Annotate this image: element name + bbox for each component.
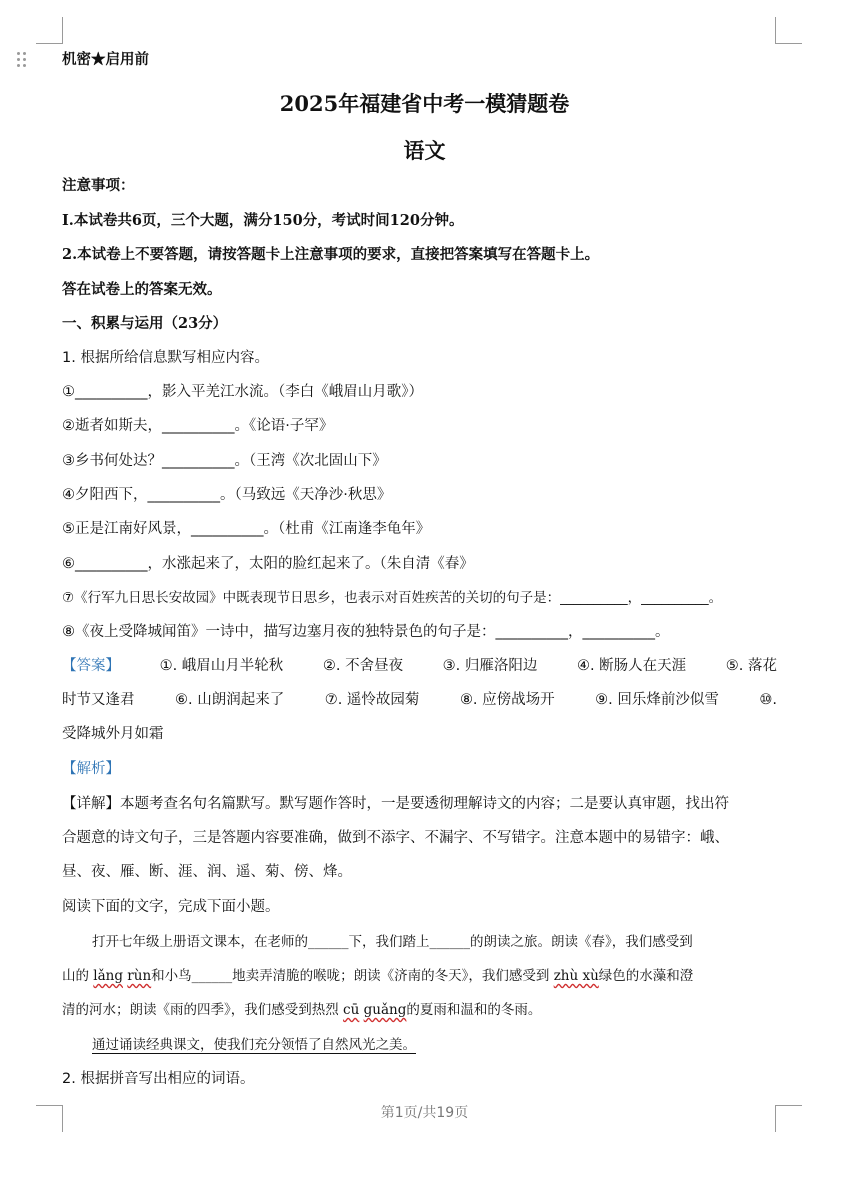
crop-mark-top-left	[36, 17, 63, 44]
pinyin: zhù xù	[553, 968, 599, 984]
pinyin: guǎng	[363, 1002, 407, 1018]
section-heading: 一、积累与运用（23分）	[62, 315, 228, 332]
passage-line: 打开七年级上册语文课本，在老师的______下，我们踏上______的朗读之旅。朗读《春》，我们感受到	[92, 934, 693, 950]
answer-line: 受降城外月如霜	[62, 726, 164, 742]
notice-heading: 注意事项：	[62, 177, 135, 194]
detail-text: 昼、夜、雁、断、涯、润、遥、菊、傍、烽。	[62, 864, 352, 880]
answer-item: ④. 断肠人在天涯	[576, 658, 687, 674]
question-1-item: ①__________，影入平羌江水流。（李白《峨眉山月歌》）	[62, 384, 423, 400]
detail-text: 【详解】本题考查名句名篇默写。默写题作答时，一是要透彻理解诗文的内容；二是要认真审题，找出符	[62, 796, 729, 812]
answer-item: ⑥. 山朗润起来了	[175, 692, 285, 708]
answer-item: ②. 不舍昼夜	[322, 658, 404, 674]
question-1-stem: 1. 根据所给信息默写相应内容。	[62, 350, 269, 366]
pinyin: cū	[343, 1002, 360, 1018]
exam-title: 2025年福建省中考一模猜题卷	[279, 91, 570, 116]
notice-item-2: 2.本试卷上不要答题，请按答题卡上注意事项的要求，直接把答案填写在答题卡上。	[62, 246, 600, 263]
answer-item: ⑧. 应傍战场开	[459, 692, 555, 708]
analysis-label: 【解析】	[62, 761, 120, 777]
question-1-item: ②逝者如斯夫，__________。《论语·子罕》	[62, 418, 334, 434]
question-1-item: ⑦《行军九日思长安故园》中既表现节日思乡，也表示对百姓疾苦的关切的句子是：__________，__________。	[62, 590, 723, 606]
pinyin: lǎng	[93, 968, 123, 984]
notice-item-2-cont: 答在试卷上的答案无效。	[62, 281, 222, 298]
answer-label: 【答案】	[62, 658, 120, 674]
answer-item: ⑩.	[759, 692, 777, 708]
question-2-stem: 2. 根据拼音写出相应的词语。	[62, 1071, 255, 1087]
answer-item: ⑨. 回乐烽前沙似雪	[595, 692, 719, 708]
answer-item: ①. 峨眉山月半轮秋	[159, 658, 284, 674]
passage-underlined-sentence: 通过诵读经典课文，使我们充分领悟了自然风光之美。	[92, 1037, 416, 1053]
detail-text: 合题意的诗文句子，三是答题内容要准确，做到不添字、不漏字、不写错字。注意本题中的易错字：峨、	[62, 830, 729, 846]
confidential-label: 机密★启用前	[62, 51, 149, 68]
page-number: 第1页/共19页	[380, 1105, 469, 1121]
passage-line: 清的河水；朗读《雨的四季》，我们感受到热烈 cū guǎng的夏雨和温和的冬雨。	[62, 1002, 542, 1018]
reading-instruction: 阅读下面的文字，完成下面小题。	[62, 899, 280, 915]
pinyin: rùn	[127, 968, 152, 984]
notice-item-1: I.本试卷共6页，三个大题，满分150分，考试时间120分钟。	[62, 212, 464, 229]
answer-line	[62, 657, 777, 675]
answer-item: ⑦. 遥怜故园菊	[324, 692, 420, 708]
answer-item: 时节又逢君	[62, 692, 135, 708]
question-1-item: ③乡书何处达？__________。（王湾《次北固山下》	[62, 453, 387, 469]
crop-mark-top-right	[775, 17, 802, 44]
drag-handle-icon[interactable]	[17, 52, 27, 68]
question-1-item: ⑥__________，水涨起来了，太阳的脸红起来了。（朱自清《春》	[62, 556, 474, 572]
answer-line	[62, 691, 777, 709]
question-1-item: ④夕阳西下，__________。（马致远《天净沙·秋思》	[62, 487, 392, 503]
passage-line: 山的 lǎng rùn和小鸟______地卖弄清脆的喉咙；朗读《济南的冬天》，我们感受到 zhù xù绿色的水藻和澄	[62, 968, 694, 984]
question-1-item: ⑤正是江南好风景，__________。（杜甫《江南逢李龟年》	[62, 521, 431, 537]
question-1-item: ⑧《夜上受降城闻笛》一诗中，描写边塞月夜的独特景色的句子是：__________，__________。	[62, 624, 670, 640]
subject-title: 语文	[403, 138, 446, 163]
answer-item: ⑤. 落花	[725, 658, 777, 674]
answer-item: ③. 归雁洛阳边	[442, 658, 538, 674]
